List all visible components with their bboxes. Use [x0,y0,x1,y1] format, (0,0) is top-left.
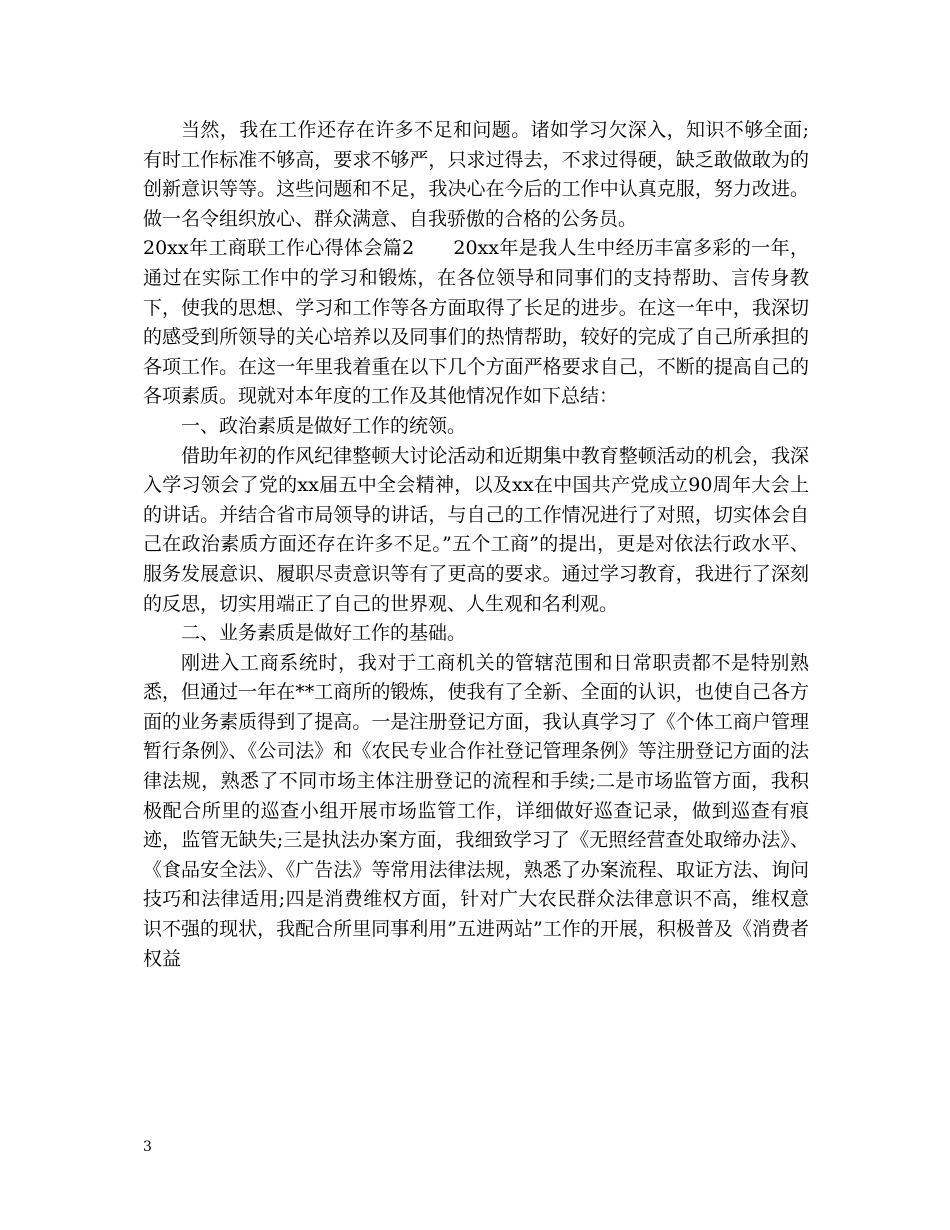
paragraph-business: 刚进入工商系统时，我对于工商机关的管辖范围和日常职责都不是特别熟悉，但通过一年在**工商所的锻炼，使我有了全新、全面的认识，也使自己各方面的业务素质得到了提高。一是注册登记方面，我认真学习了《个体工商户管理暂行条例》、《公司法》和《农民专业合作社登记管理条例》等注册登记方面的法律法规，熟悉了不同市场主体注册登记的流程和手续;二是市场监管方面，我积极配合所里的巡查小组开展市场监管工作，详细做好巡查记录，做到巡查有痕迹，监管无缺失;三是执法办案方面，我细致学习了《无照经营查处取缔办法》、《食品安全法》、《广告法》等常用法律法规，熟悉了办案流程、取证方法、询问技巧和法律适用;四是消费维权方面，针对广大农民群众法律意识不高，维权意识不强的现状，我配合所里同事利用”五进两站”工作的开展，积极普及《消费者权益 [143,651,809,970]
page-number: 3 [143,1139,152,1155]
paragraph-article-intro: 20xx年工商联工作心得体会篇2 20xx年是我人生中经历丰富多彩的一年，通过在实际工作中的学习和锻炼，在各位领导和同事们的支持帮助、言传身教下，使我的思想、学习和工作等各方面取得了长足的进步。在这一年中，我深切的感受到所领导的关心培养以及同事们的热情帮助，较好的完成了自己所承担的各项工作。在这一年里我着重在以下几个方面严格要求自己，不断的提高自己的各项素质。现就对本年度的工作及其他情况作如下总结： [143,237,809,408]
paragraph-shortcomings: 当然，我在工作还存在许多不足和问题。诸如学习欠深入，知识不够全面;有时工作标准不够高，要求不够严，只求过得去，不求过得硬，缺乏敢做敢为的创新意识等等。这些问题和不足，我决心在今后的工作中认真克服，努力改进。做一名令组织放心、群众满意、自我骄傲的合格的公务员。 [143,119,809,230]
section-heading-political: 一、政治素质是做好工作的统领。 [181,414,467,437]
section-heading-business: 二、业务素质是做好工作的基础。 [181,622,467,645]
paragraph-political: 借助年初的作风纪律整顿大讨论活动和近期集中教育整顿活动的机会，我深入学习领会了党的xx届五中全会精神，以及xx在中国共产党成立90周年大会上的讲话。并结合省市局领导的讲话，与自己的工作情况进行了对照，切实体会自己在政治素质方面还存在许多不足。”五个工商”的提出，更是对依法行政水平、服务发展意识、履职尽责意识等有了更高的要求。通过学习教育，我进行了深刻的反思，切实用端正了自己的世界观、人生观和名利观。 [143,444,809,615]
document-body [143,116,809,974]
